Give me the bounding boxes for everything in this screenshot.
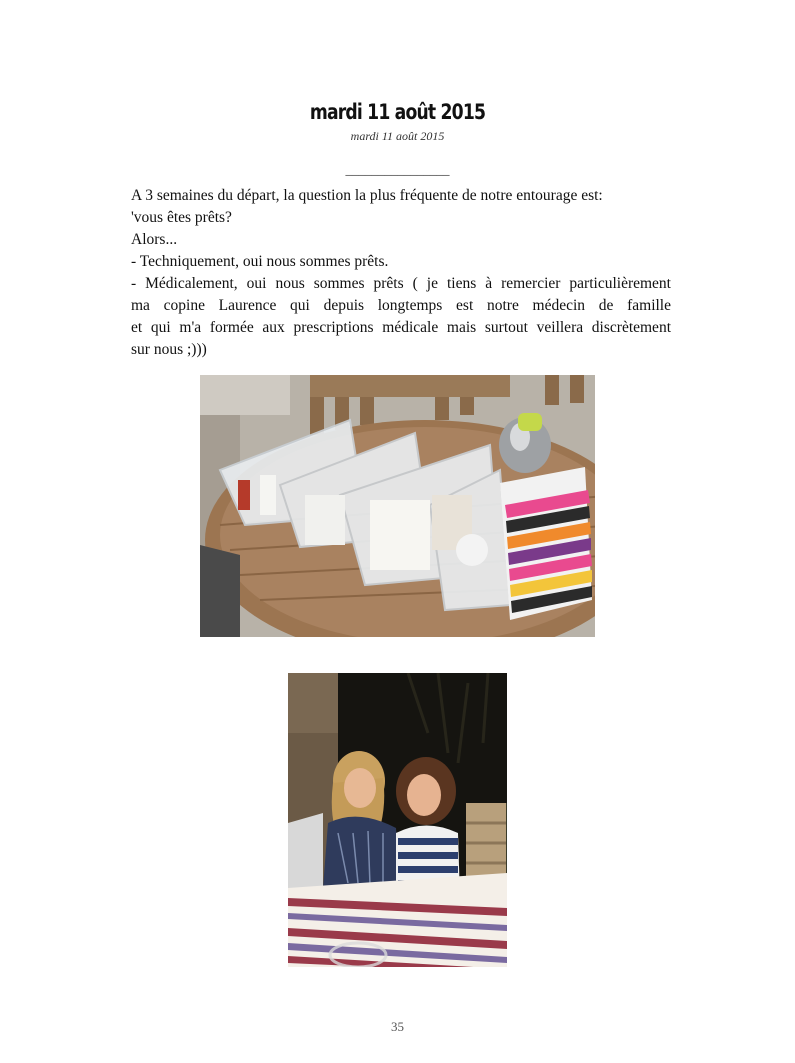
paragraph-line: et qui m'a formée aux prescriptions médicale mais surtout veillera discrètement: [131, 319, 671, 336]
paragraph-line: - Techniquement, oui nous sommes prêts.: [131, 253, 389, 270]
paragraph-line: Alors...: [131, 231, 178, 248]
paragraph-line: A 3 semaines du départ, la question la plus fréquente de notre entourage est:: [131, 187, 603, 204]
medical-kit-photo: [200, 375, 595, 637]
body-text: [131, 185, 671, 361]
paragraph-line: sur nous ;))): [131, 341, 207, 358]
paragraph-line: - Médicalement, oui nous sommes prêts ( je tiens à remercier particulièrement: [131, 275, 671, 292]
paragraph-line: ma copine Laurence qui depuis longtemps est notre médecin de famille: [131, 297, 671, 314]
medical-kit-illustration: [200, 375, 595, 637]
separator-line: ________________: [345, 162, 450, 177]
paragraph-line: 'vous êtes prêts?: [131, 209, 232, 226]
friends-illustration: [288, 673, 507, 967]
page-subtitle: mardi 11 août 2015: [350, 129, 445, 143]
page-number: 35: [391, 1019, 404, 1034]
friends-photo: [288, 673, 507, 967]
page-title: mardi 11 août 2015: [309, 100, 486, 124]
